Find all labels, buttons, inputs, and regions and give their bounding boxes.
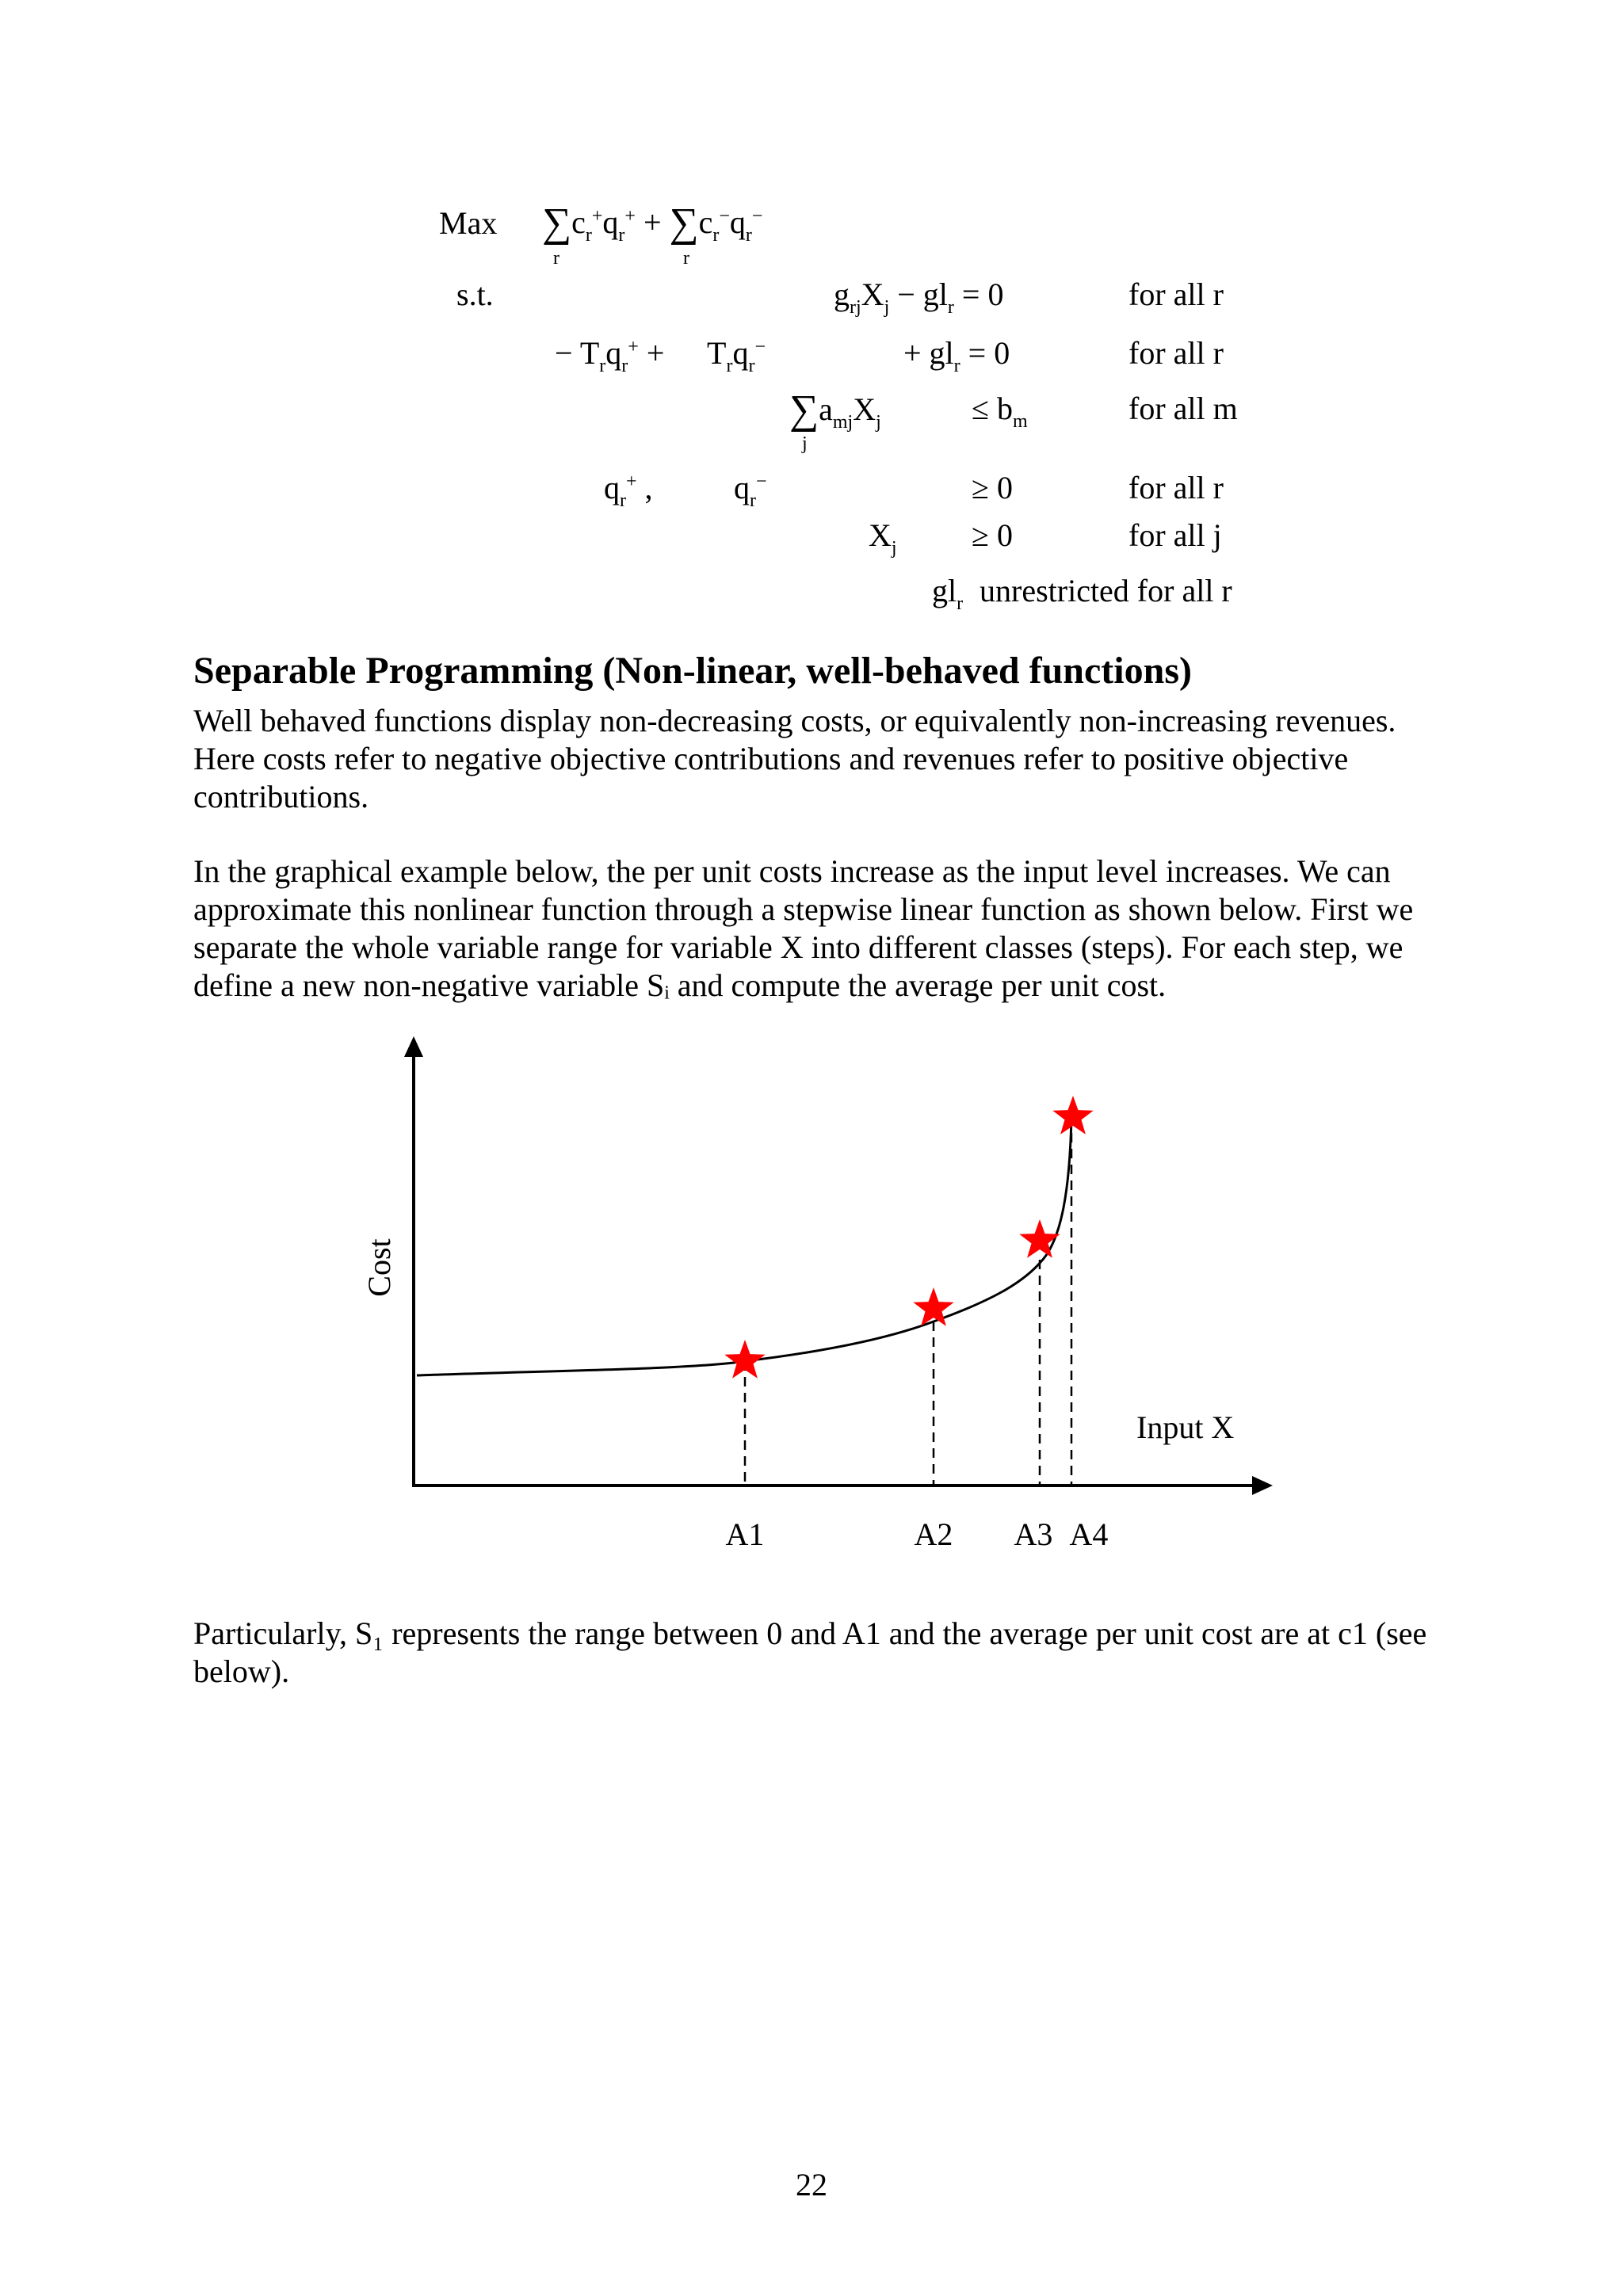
y-axis-arrow bbox=[404, 1036, 423, 1057]
paragraph-3: Particularly, S₁ represents the range between 0 and A1 and the average per unit cost are at c1 (see below). bbox=[193, 1615, 1427, 1689]
sum-index-j: j bbox=[802, 433, 808, 454]
constraint-2-left: − $T_rq_r^+$ + bbox=[555, 335, 665, 376]
constraint-3-right: ≤ $b_m$ bbox=[972, 391, 1028, 432]
paragraph-2: In the graphical example below, the per unit costs increase as the input level increases. We can approximate this nonlinear function through a stepwise linear function as shown below. First we separate the whole variable range for variable X into different classes (steps). For each step, we define a new non-negative variable Sᵢ and compute the average per unit cost. bbox=[193, 853, 1414, 1003]
constraint-4-left: $q_r^+$ , bbox=[604, 470, 653, 511]
star-marker-3 bbox=[1019, 1219, 1060, 1258]
condition-4: for all r bbox=[1128, 470, 1224, 505]
tick-label-a2: A2 bbox=[914, 1516, 953, 1552]
constraint-3-left: $\sum a_{mj}X_j$ bbox=[789, 387, 881, 433]
st-label: s.t. bbox=[456, 277, 494, 312]
sum-index-r-1: r bbox=[553, 248, 559, 269]
page-number: 22 bbox=[796, 2167, 827, 2203]
objective-function: $\sum c_r^+q_r^+ + \sum c_r^-q_r^-$ bbox=[542, 200, 763, 246]
x-axis-arrow bbox=[1252, 1476, 1273, 1495]
x-axis-label: Input X bbox=[1136, 1409, 1235, 1445]
constraint-2-mid: $T_rq_r^-$ bbox=[707, 335, 766, 376]
condition-2: for all r bbox=[1128, 335, 1224, 371]
constraint-5-left: $X_j$ bbox=[869, 517, 897, 559]
tick-label-a3: A3 bbox=[1014, 1516, 1053, 1552]
tick-label-a1: A1 bbox=[725, 1516, 765, 1552]
star-marker-4 bbox=[1052, 1096, 1093, 1135]
constraint-2-right: + $gl_r = 0$ bbox=[903, 335, 1010, 376]
cost-curve-chart bbox=[0, 1022, 1623, 1592]
constraint-6-left: $gl_r$ bbox=[932, 573, 964, 614]
paragraph-1: Well behaved functions display non-decreasing costs, or equivalently non-increasing revenues. Here costs refer to negative objective contributions and revenues refer to positive objective contributions. bbox=[193, 703, 1396, 814]
condition-6: unrestricted for all r bbox=[980, 573, 1232, 608]
condition-5: for all j bbox=[1128, 517, 1222, 553]
constraint-4-mid: $q_r^-$ bbox=[734, 470, 767, 511]
condition-3: for all m bbox=[1128, 391, 1238, 426]
cost-curve bbox=[417, 1117, 1071, 1375]
sum-index-r-2: r bbox=[683, 248, 689, 269]
star-marker-1 bbox=[724, 1340, 765, 1379]
constraint-5-right: ≥ 0 bbox=[972, 517, 1013, 553]
constraint-1: $g_{rj}X_j - gl_r = 0$ bbox=[834, 277, 1004, 318]
condition-1: for all r bbox=[1128, 277, 1224, 312]
tick-label-a4: A4 bbox=[1069, 1516, 1109, 1552]
y-axis-label: Cost bbox=[361, 1238, 397, 1297]
constraint-4-right: ≥ 0 bbox=[972, 470, 1013, 505]
max-label: Max bbox=[439, 205, 498, 241]
section-heading: Separable Programming (Non-linear, well-behaved functions) bbox=[193, 650, 1192, 692]
